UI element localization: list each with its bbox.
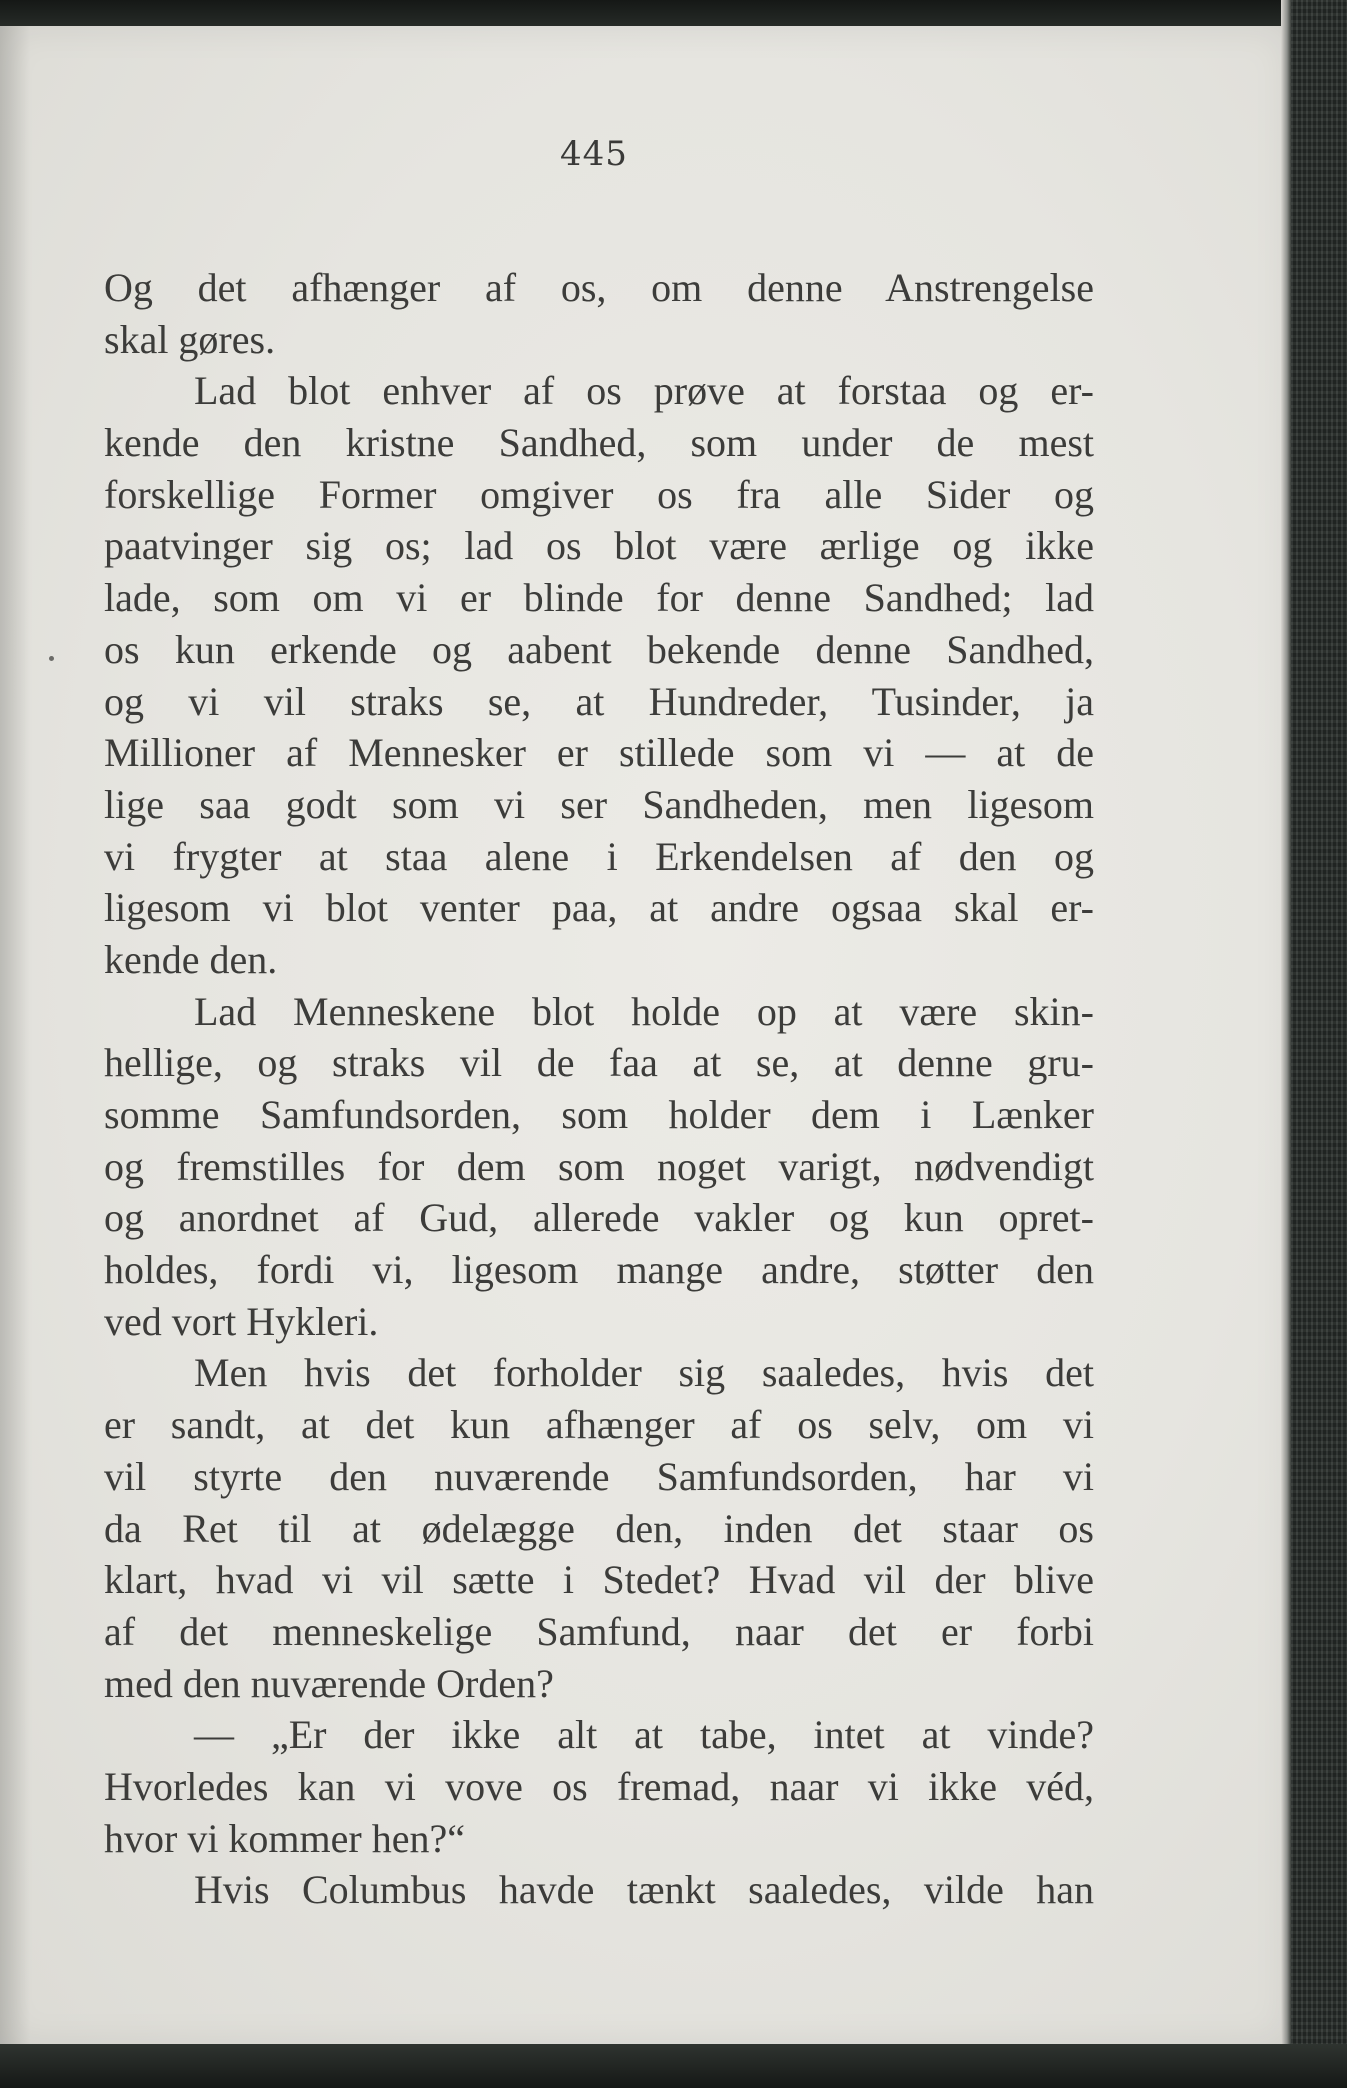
text-line: Hvorledes kan vi vove os fremad, naar vi ikke véd, [104,1763,1094,1809]
text-line: kende den kristne Sandhed, som under de mest [104,420,1094,466]
text-line: Lad Menneskene blot holde op at være skin- [194,988,1094,1034]
text-line: er sandt, at det kun afhænger af os selv, om vi [104,1402,1094,1448]
text-line: hvor vi kommer hen?“ [104,1815,465,1861]
paper-page [0,26,1290,2046]
text-line: med den nuværende Orden? [104,1660,554,1706]
text-line: skal gøres. [104,316,276,362]
book-cover [1291,0,1347,2088]
text-line: ved vort Hykleri. [104,1298,379,1344]
text-line: vil styrte den nuværende Samfundsorden, har vi [104,1453,1094,1499]
text-line: klart, hvad vi vil sætte i Stedet? Hvad vil der blive [104,1557,1094,1603]
text-line: — „Er der ikke alt at tabe, intet at vinde? [194,1712,1094,1758]
page-edge [1281,0,1291,2088]
page-number: 445 [560,134,628,174]
text-line: lige saa godt som vi ser Sandheden, men ligesom [104,781,1094,827]
margin-speck [49,656,54,661]
text-line: Hvis Columbus havde tænkt saaledes, vilde han [194,1867,1094,1913]
text-line: Millioner af Mennesker er stillede som vi — at de [104,730,1094,776]
text-line: og vi vil straks se, at Hundreder, Tusinder, ja [104,678,1094,724]
text-line: og anordnet af Gud, allerede vakler og kun opret- [104,1195,1094,1241]
text-line: somme Samfundsorden, som holder dem i Lænker [104,1092,1094,1137]
text-line: ligesom vi blot venter paa, at andre ogsaa skal er- [104,885,1094,931]
text-line: paatvinger sig os; lad os blot være ærlige og ikke [104,523,1094,569]
text-line: Men hvis det forholder sig saaledes, hvis det [194,1350,1094,1396]
text-line: og fremstilles for dem som noget varigt, nødvendigt [104,1143,1094,1189]
text-line: Og det afhænger af os, om denne Anstrengelse [104,265,1094,310]
text-line: os kun erkende og aabent bekende denne Sandhed, [104,626,1094,672]
body-text [104,262,1094,1916]
text-line: forskellige Former omgiver os fra alle Sider og [104,471,1094,517]
scan-bottom-edge [0,2044,1347,2088]
text-line: holdes, fordi vi, ligesom mange andre, støtter den [104,1247,1094,1293]
text-line: kende den. [104,936,278,982]
text-line: vi frygter at staa alene i Erkendelsen af den og [104,833,1094,879]
text-line: lade, som om vi er blinde for denne Sandhed; lad [104,575,1094,621]
gutter-shadow [0,26,30,2046]
text-line: hellige, og straks vil de faa at se, at denne gru- [104,1040,1094,1086]
text-line: af det menneskelige Samfund, naar det er forbi [104,1608,1094,1654]
text-line: Lad blot enhver af os prøve at forstaa og er- [194,368,1094,414]
text-line: da Ret til at ødelægge den, inden det staar os [104,1505,1094,1551]
